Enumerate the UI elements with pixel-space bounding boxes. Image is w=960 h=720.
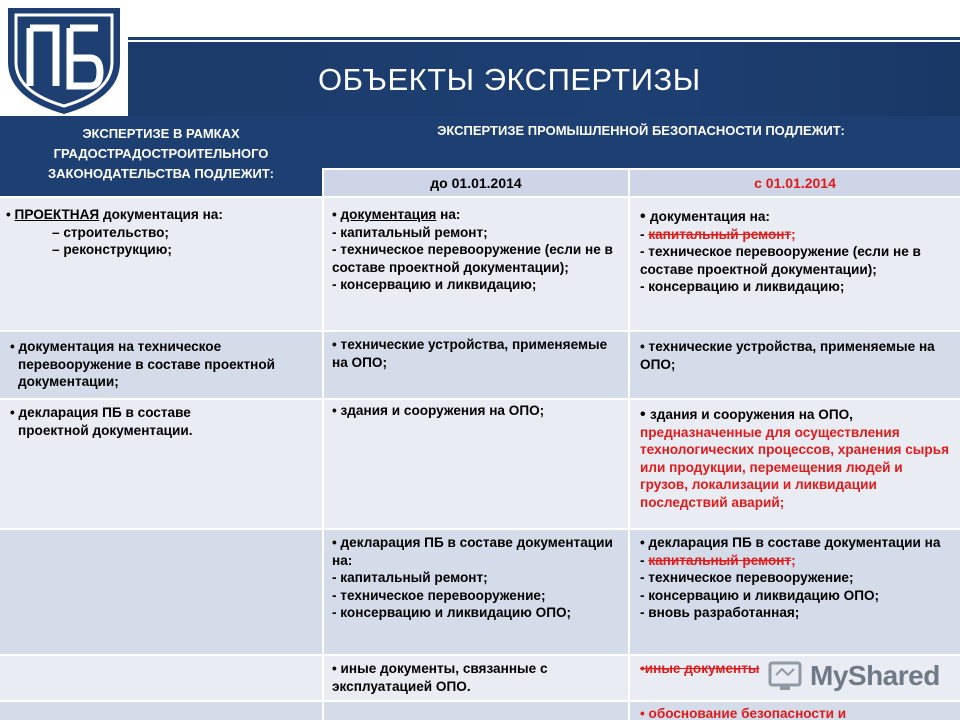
- row4-col3-title: • декларация ПБ в составе документации на: [640, 535, 941, 550]
- row2-col3-text: • технические устройства, применяемые на ОПО;: [640, 339, 935, 372]
- tail: ;: [791, 226, 796, 242]
- row6-col2: [324, 702, 628, 720]
- row1-col3-item2: - техническое перевооружение (если не в составе проектной документации);: [640, 244, 921, 277]
- row4-col3-item4: - вновь разработанная;: [640, 605, 800, 620]
- bullet: •: [640, 208, 651, 225]
- dash: -: [640, 552, 649, 568]
- bullet: •: [640, 406, 651, 423]
- col3-subheader-text: с 01.01.2014: [754, 175, 836, 191]
- row2-col1-text: • документация на техническое перевооружение в составе проектной документации;: [10, 339, 276, 389]
- row3-col2-text: • здания и сооружения на ОПО;: [332, 403, 545, 418]
- row1-col2-item1: - капитальный ремонт;: [332, 224, 488, 240]
- row4-col1: [0, 530, 322, 654]
- row3-col2: [324, 400, 628, 528]
- row1-col2-item2: - техническое перевооружение (если не в составе проектной документации);: [332, 242, 613, 275]
- row1-col1-title: [6, 206, 316, 224]
- title-text: здания и сооружения на ОПО,: [650, 407, 853, 422]
- dash: -: [640, 226, 649, 242]
- col2-subheader-text: до 01.01.2014: [430, 175, 522, 191]
- underlined-word: ПРОЕКТНАЯ: [14, 207, 100, 222]
- title-text: документация на:: [650, 209, 770, 224]
- row4-col3: [630, 530, 960, 654]
- row5-col1: [0, 656, 322, 700]
- row4-col3-item2: - техническое перевооружение;: [640, 570, 854, 585]
- row6-col3-text: • обоснование безопасности и: [640, 706, 847, 720]
- slide-header: [0, 0, 960, 116]
- row4-col2-item3: - консервацию и ликвидацию ОПО;: [332, 605, 572, 620]
- col1-header-text: ЭКСПЕРТИЗЕ В РАМКАХ ГРАДОСТРАДОСТРОИТЕЛЬНОГО ЗАКОНОДАТЕЛЬСТВА ПОДЛЕЖИТ:: [48, 126, 274, 181]
- row5-col3-struck-text: •иные документы: [640, 661, 760, 676]
- tail: ;: [791, 552, 796, 568]
- row4-col2: [324, 530, 628, 654]
- row3-col1: [0, 400, 322, 528]
- row1-col2-item3: - консервацию и ликвидацию;: [332, 277, 537, 292]
- row3-col3-title: [640, 406, 950, 424]
- row4-col2-item2: - техническое перевооружение;: [332, 587, 546, 603]
- title-rest: на:: [436, 207, 461, 222]
- row1-col2: [324, 198, 628, 330]
- row1-col3-item3: - консервацию и ликвидацию;: [640, 279, 845, 294]
- row6-col3: [630, 702, 960, 720]
- struck-text: капитальный ремонт: [648, 226, 792, 242]
- row2-col1: [0, 332, 322, 398]
- page-title: ОБЪЕКТЫ ЭКСПЕРТИЗЫ: [318, 62, 701, 97]
- row4-col2-title: • декларация ПБ в составе документации на:: [332, 535, 613, 568]
- col3-subheader: [630, 170, 960, 196]
- row2-col2-text: • технические устройства, применяемые на ОПО;: [332, 337, 608, 370]
- row1-col3-item1: [640, 226, 950, 244]
- row3-col3-red-text: предназначенные для осуществления технологических процессов, хранения сырья или продукции, перемещения людей и грузов, локализации и ликвидации последствий аварий;: [640, 424, 950, 510]
- row1-col3: [630, 198, 960, 330]
- row3-col1-text: • декларация ПБ в составе проектной документации.: [10, 405, 193, 438]
- col2-subheader: [324, 170, 628, 196]
- row5-col2: [324, 656, 628, 700]
- bullet: •: [332, 207, 341, 222]
- row1-col1-item1: – строительство;: [52, 224, 169, 240]
- row1-col1-item2: – реконструкцию;: [52, 242, 172, 257]
- row6-col1: [0, 702, 322, 720]
- col23-header-text: ЭКСПЕРТИЗЕ ПРОМЫШЛЕННОЙ БЕЗОПАСНОСТИ ПОДЛЕЖИТ:: [437, 123, 845, 138]
- row1-col1: [0, 198, 322, 330]
- row2-col3: [630, 332, 960, 398]
- row1-col3-title: [640, 208, 950, 226]
- title-rest: документация на:: [99, 207, 223, 222]
- struck-text: капитальный ремонт: [648, 552, 792, 568]
- header-stripe: [128, 37, 960, 40]
- row1-col2-title: [332, 206, 622, 224]
- pb-shield-logo-icon: [0, 0, 128, 116]
- row4-col2-item1: - капитальный ремонт;: [332, 570, 488, 585]
- bullet: •: [6, 207, 15, 222]
- row4-col3-item1: [640, 552, 950, 570]
- row4-col3-item3: - консервацию и ликвидацию ОПО;: [640, 587, 880, 603]
- row3-col3: [630, 400, 960, 528]
- watermark-text: MyShared: [810, 660, 940, 691]
- col1-header: [0, 116, 322, 196]
- row5-col2-text: • иные документы, связанные с эксплуатацией ОПО.: [332, 661, 548, 694]
- col23-header: [322, 116, 960, 168]
- underlined-word: документация: [340, 207, 437, 222]
- row2-col2: [324, 332, 628, 398]
